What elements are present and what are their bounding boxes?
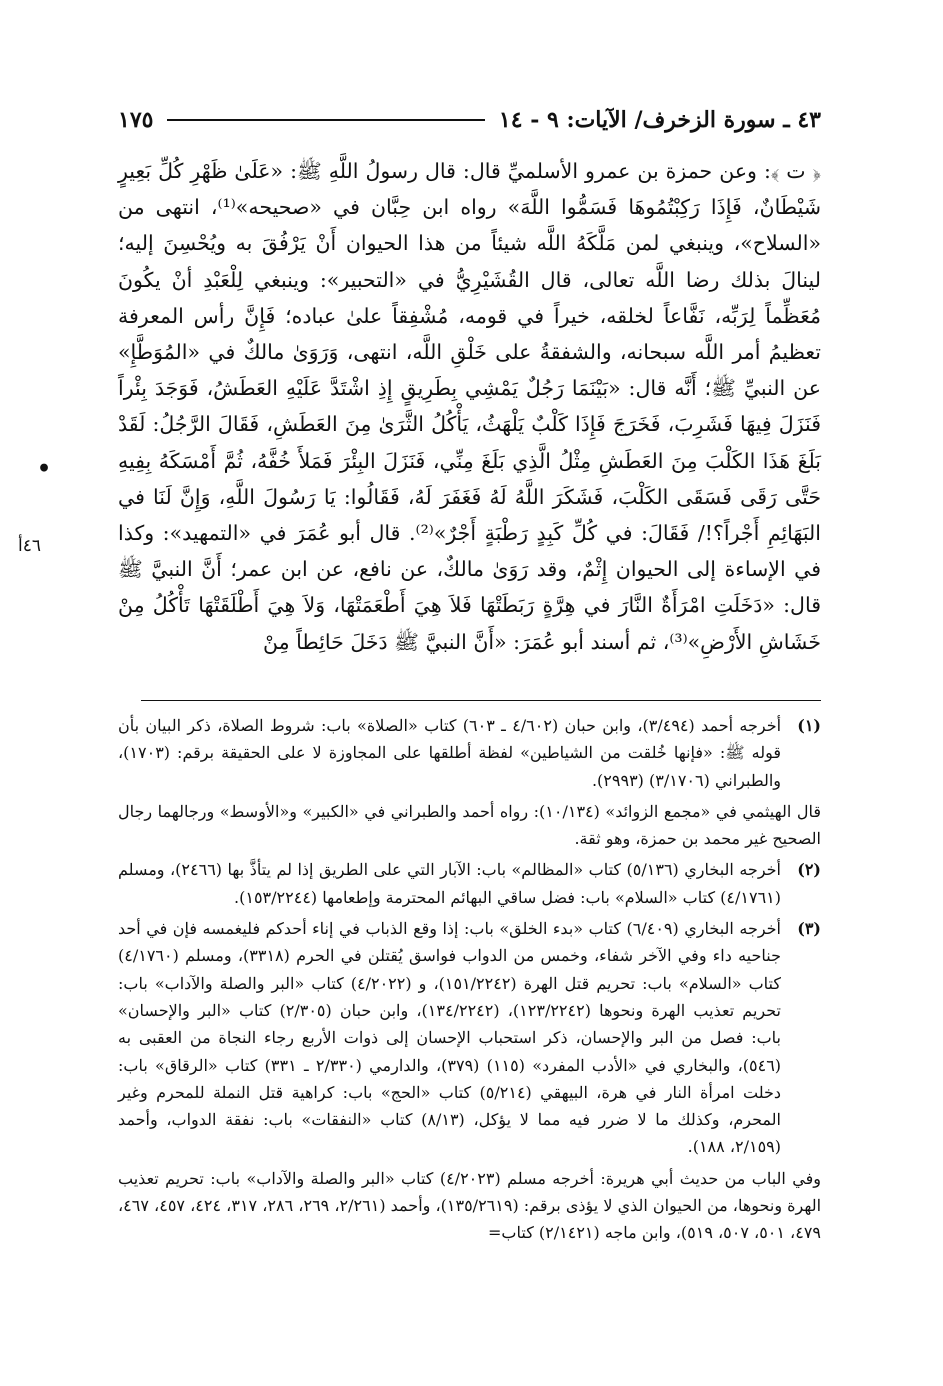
page-number: ١٧٥	[118, 107, 154, 133]
footnote-3	[118, 915, 821, 1161]
footnote-2	[118, 856, 821, 911]
chapter-title: ٤٣ ـ سورة الزخرف/ الآيات: ٩ - ١٤	[498, 107, 821, 133]
header-rule	[167, 119, 484, 121]
footnote-1-continuation	[118, 798, 821, 853]
footnote-number: (٣)	[797, 919, 821, 939]
footnote-text: أخرجه أحمد (٣/٤٩٤)، وابن حبان (٤/٦٠٢ ـ ٦٠٣) كتاب «الصلاة» باب: شروط الصلاة، ذكر البيان بأن قوله ﷺ: «فإنها خُلقت من الشياطين» لفظة أطلقها على المجاوزة لا على الحقيقة برقم: (١٧٠٣)، والطبراني (٣/١٧٠٦) (٢٩٩٣).	[118, 716, 782, 790]
footnotes	[118, 712, 821, 1251]
footnote-text: أخرجه البخاري (٥/١٣٦) كتاب «المظالم» باب: الآبار التي على الطريق إذا لم يتأذَّ بها (٢٤٦٦)، ومسلم (٤/١٧٦١) كتاب «السلام» باب: فضل ساقي البهائم المحترمة وإطعامها (١٥٣/٢٢٤٤).	[118, 860, 781, 907]
footnote-text: وفي الباب من حديث أبي هريرة: أخرجه مسلم (٤/٢٠٢٣) كتاب «البر والصلة والآداب» باب: تحريم تعذيب الهرة ونحوها، من الحيوان الذي لا يؤذى برقم: (١٣٥/٢٦١٩)، وأحمد (٢/٢٦١، ٢٦٩، ٢٨٦، ٣١٧، ٤٢٤، ٤٥٧، ٤٦٧، ٤٧٩، ٥٠١، ٥٠٧، ٥١٩)، وابن ماجه (٢/١٤٢١) كتاب=	[118, 1168, 822, 1243]
margin-manuscript-number: ٤٦أ	[18, 536, 41, 556]
footnote-number: (١)	[797, 716, 821, 735]
running-header	[118, 100, 821, 140]
main-paragraph: ﴿ ت ﴾: وعن حمزة بن عمرو الأسلميِّ قال: قال رسولُ اللَّهِ ﷺ: «عَلَىٰ ظَهْرِ كُلِّ بَعِيرٍ شَيْطَانٌ، فَإِذَا رَكِبْتُمُوهَا فَسَمُّوا اللَّهَ» رواه ابن حِبَّان في «صحيحه»⁽¹⁾، انتهى من «السلاح»، وينبغي لمن مَلَّكَهُ اللَّه شيئاً من هذا الحيوان أَنْ يَرْفُقَ به ويُحْسِنَ إليه؛ لينالَ بذلك رضا اللَّه تعالى، قال القُشَيْرِيُّ في «التحبير»: وينبغي لِلْعَبْدِ أنْ يكُونَ مُعَظِّماً لِرَبِّه، نَفَّاعاً لخلقه، خيراً في قومه، مُشْفِقاً علىٰ عباده؛ فَإِنَّ رأس المعرفة تعظيمُ أمر اللَّه سبحانه، والشفقةُ على خَلْقِ اللَّه، انتهى، وَرَوَىٰ مالكٌ في «المُوَطَّإِ» عن النبيِّ ﷺ؛ أَنَّه قال: «بَيْنَمَا رَجُلٌ يَمْشِي بِطَرِيقٍ إِذِ اشْتَدَّ عَلَيْهِ العَطَشُ، فَوَجَدَ بِئْراً فَنَزَلَ فِيهَا فَشَرِبَ، فَخَرَجَ فَإِذَا كَلْبٌ يَلْهَثُ، يَأْكُلُ الثَّرَىٰ مِنَ العَطَشِ، فَقَالَ الرَّجُلُ: لَقَدْ بَلَغَ هَذَا الكَلْبَ مِنَ العَطَشِ مِثْلُ الَّذِي بَلَغَ مِنِّي، فَنَزَلَ البِئْرَ فَمَلأَ خُفَّهُ، ثُمَّ أَمْسَكَهُ بِفِيهِ حَتَّى رَقَى فَسَقَى الكَلْبَ، فَشَكَرَ اللَّهُ لَهُ فَغَفَرَ لَهُ، فَقَالُوا: يَا رَسُولَ اللَّهِ، وَإِنَّ لَنَا في البَهَائِمِ أَجْراً؟!/ فَقَالَ: في كُلِّ كَبِدٍ رَطْبَةٍ أَجْرٌ»⁽²⁾. قال أبو عُمَرَ في «التمهيد»: وكذا في الإساءة إلى الحيوان إِثْمٌ، وقد رَوَىٰ مالكٌ، عن نافع، عن ابن عمر؛ أَنَّ النبيَّ ﷺ قال: «دَخَلَتِ امْرَأَةٌ النَّارَ في هِرَّةٍ رَبَطَتْهَا فَلاَ هِيَ أَطْعَمَتْهَا، وَلاَ هِيَ أَطْلَقَتْهَا تَأْكُلُ مِنْ خَشَاشِ الأَرْضِ»⁽³⁾، ثم أسند أبو عُمَرَ: «أَنَّ النبيَّ ﷺ دَخَلَ حَائِطاً مِنْ	[118, 159, 821, 654]
footnote-1	[118, 712, 821, 794]
main-text	[118, 153, 821, 660]
footnote-3-continuation	[118, 1165, 821, 1247]
footnote-text: قال الهيثمي في «مجمع الزوائد» (١٠/١٣٤): رواه أحمد والطبراني في «الكبير» و«الأوسط» ورجالهما رجال الصحيح غير محمد بن حمزة، وهو ثقة.	[118, 801, 821, 849]
footnote-number: (٢)	[797, 860, 821, 880]
margin-dot: •	[37, 456, 52, 482]
footnote-text: أخرجه البخاري (٦/٤٠٩) كتاب «بدء الخلق» باب: إذا وقع الذباب في إناء أحدكم فليغمسه فإن في أحد جناحيه داء وفي الآخر شفاء، وخمس من الدواب فواسق يُقتلن في الحرم (٣٣١٨)، ومسلم (٤/١٧٦٠) كتاب «السلام» باب: تحريم قتل الهرة (١٥١/٢٢٤٢)، و (٤/٢٠٢٢) كتاب «البر والصلة والآداب» باب: تحريم تعذيب الهرة ونحوها (١٢٣/٢٢٤٢)، (١٣٤/٢٢٤٢)، وابن حبان (٢/٣٠٥) كتاب «البر والإحسان» باب: فصل من البر والإحسان، ذكر استحباب الإحسان إلى ذوات الأربع رجاء النجاة من العقبى به (٥٤٦)، والبخاري في «الأدب المفرد» (١١٥) (٣٧٩)، والدارمي (٢/٣٣٠ ـ ٣٣١) كتاب «الرقاق» باب: دخلت امرأة النار في هرة، البيهقي (٥/٢١٤) كتاب «الحج» باب: كراهية قتل النملة للمحرم وغير المحرم، وكذلك ما لا ضرر فيه مما لا يؤكل، (٨/١٣) كتاب «النفقات» باب: نفقة الدواب، وأحمد (٢/١٥٩، ١٨٨).	[118, 919, 782, 1157]
footnote-separator	[141, 700, 821, 701]
